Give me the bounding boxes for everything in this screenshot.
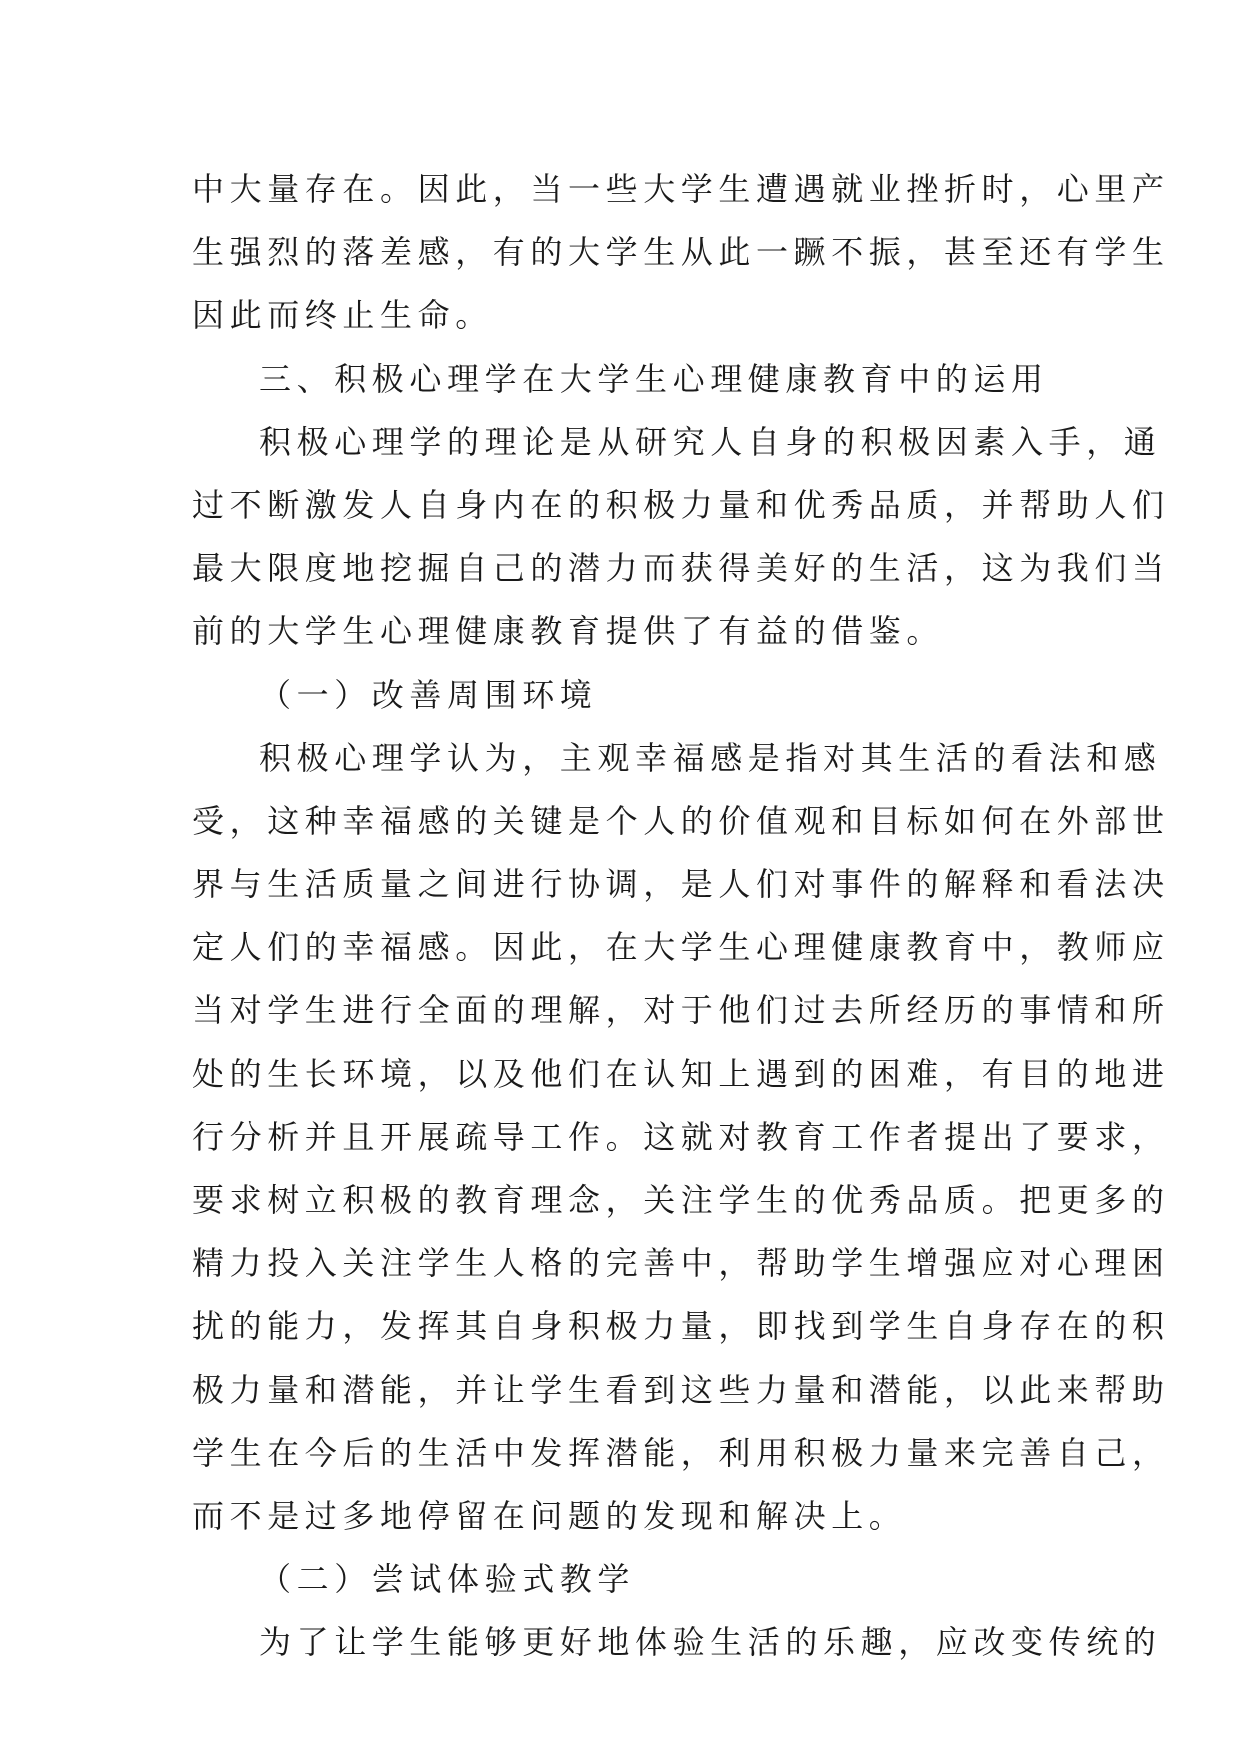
paragraph-line: 要求树立积极的教育理念，关注学生的优秀品质。把更多的	[192, 1181, 1170, 1219]
paragraph-line: 生强烈的落差感，有的大学生从此一蹶不振，甚至还有学生	[192, 233, 1170, 272]
paragraph-line: 学生在今后的生活中发挥潜能，利用积极力量来完善自己，	[192, 1433, 1170, 1472]
section-heading: 三、积极心理学在大学生心理健康教育中的运用	[259, 359, 1049, 398]
paragraph-line: 过不断激发人自身内在的积极力量和优秀品质，并帮助人们	[192, 485, 1170, 524]
paragraph-line: 受，这种幸福感的关键是个人的价值观和目标如何在外部世	[192, 801, 1170, 840]
paragraph-line: 积极心理学的理论是从研究人自身的积极因素入手，通	[259, 422, 1162, 461]
paragraph-line: 精力投入关注学生人格的完善中，帮助学生增强应对心理困	[192, 1244, 1170, 1283]
paragraph-line: 定人们的幸福感。因此，在大学生心理健康教育中，教师应	[192, 928, 1170, 967]
paragraph-line: 中大量存在。因此，当一些大学生遭遇就业挫折时，心里产	[192, 170, 1170, 208]
document-body	[192, 158, 1170, 1675]
paragraph-line: 极力量和潜能，并让学生看到这些力量和潜能，以此来帮助	[192, 1370, 1170, 1409]
subsection-heading: （一）改善周围环境	[259, 675, 598, 714]
paragraph-line: 因此而终止生命。	[192, 296, 493, 335]
paragraph-line: 积极心理学认为，主观幸福感是指对其生活的看法和感	[259, 738, 1162, 777]
paragraph-line: 为了让学生能够更好地体验生活的乐趣，应改变传统的	[259, 1623, 1162, 1662]
paragraph-line: 当对学生进行全面的理解，对于他们过去所经历的事情和所	[192, 991, 1170, 1030]
paragraph-line: 前的大学生心理健康教育提供了有益的借鉴。	[192, 612, 945, 651]
paragraph-line: 处的生长环境，以及他们在认知上遇到的困难，有目的地进	[192, 1054, 1170, 1093]
paragraph-line: 最大限度地挖掘自己的潜力而获得美好的生活，这为我们当	[192, 549, 1170, 588]
paragraph-line: 行分析并且开展疏导工作。这就对教育工作者提出了要求，	[192, 1117, 1170, 1156]
paragraph-line: 扰的能力，发挥其自身积极力量，即找到学生自身存在的积	[192, 1307, 1170, 1346]
paragraph-line: 而不是过多地停留在问题的发现和解决上。	[192, 1496, 907, 1535]
paragraph-line: 界与生活质量之间进行协调，是人们对事件的解释和看法决	[192, 865, 1170, 904]
subsection-heading: （二）尝试体验式教学	[259, 1560, 636, 1599]
